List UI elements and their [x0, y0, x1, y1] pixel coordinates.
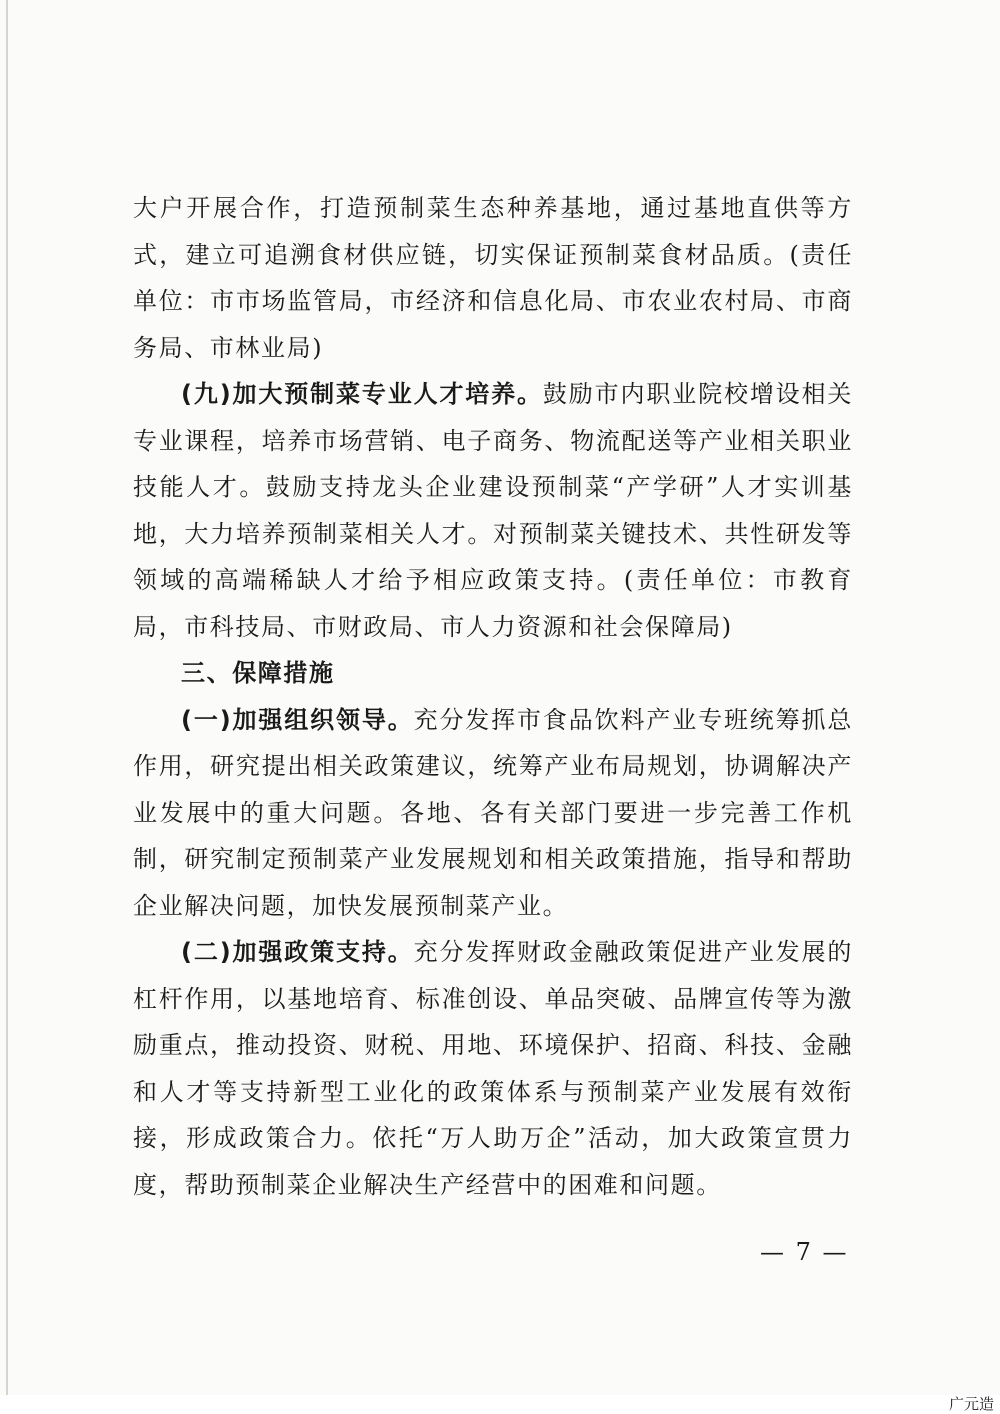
scan-edge: [6, 0, 8, 1395]
paragraph-text: 充分发挥财政金融政策促进产业发展的杠杆作用，以基地培育、标准创设、单品突破、品牌宣传等为激励重点，推动投资、财税、用地、环境保护、招商、科技、金融和人才等支持新型工业化的政策体系与预制菜产业发展有效衔接，形成政策合力。依托“万人助万企”活动，加大政策宣贯力度，帮助预制菜企业解决生产经营中的困难和问题。: [133, 938, 853, 1199]
paragraph-heading: (九)加大预制菜专业人才培养。: [181, 380, 543, 408]
paragraph-text: 鼓励市内职业院校增设相关专业课程，培养市场营销、电子商务、物流配送等产业相关职业技能人才。鼓励支持龙头企业建设预制菜“产学研”人才实训基地，大力培养预制菜相关人才。对预制菜关键技术、共性研发等领域的高端稀缺人才给予相应政策支持。(责任单位：市教育局，市科技局、市财政局、市人力资源和社会保障局): [133, 380, 854, 641]
paragraph-text: 大户开展合作，打造预制菜生态种养基地，通过基地直供等方式，建立可追溯食材供应链，切实保证预制菜食材品质。(责任单位：市市场监管局，市经济和信息化局、市农业农村局、市商务局、市林业局): [133, 194, 853, 362]
paragraph-text: 充分发挥市食品饮料产业专班统筹抓总作用，研究提出相关政策建议，统筹产业布局规划，协调解决产业发展中的重大问题。各地、各有关部门要进一步完善工作机制，研究制定预制菜产业发展规划和相关政策措施，指导和帮助企业解决问题，加快发展预制菜产业。: [133, 705, 853, 920]
section-title: 三、保障措施: [181, 659, 335, 687]
paragraph-talent-training: [133, 371, 853, 650]
document-body: [133, 185, 853, 1208]
paragraph-heading: (一)加强组织领导。: [181, 705, 414, 734]
paragraph-heading: (二)加强政策支持。: [181, 938, 414, 966]
page-number: — 7 —: [760, 1238, 849, 1266]
paragraph-continuation: [133, 185, 853, 371]
watermark: 广元造: [948, 1395, 994, 1413]
paragraph-policy-support: [133, 929, 853, 1208]
paragraph-organization: [133, 697, 853, 930]
